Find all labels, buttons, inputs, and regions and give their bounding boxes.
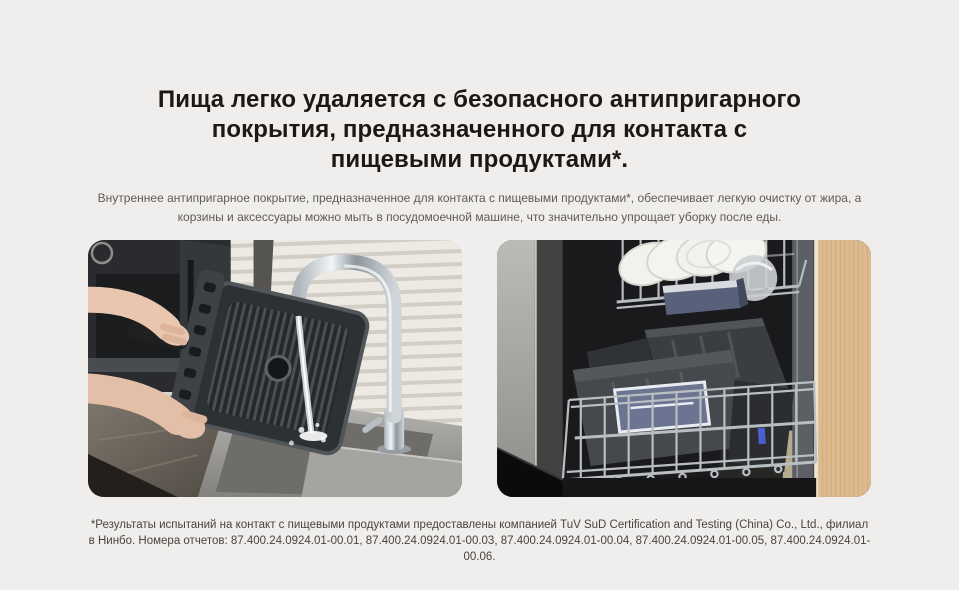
footnote bbox=[0, 517, 959, 565]
section-subtitle-line-1: Внутреннее антипригарное покрытие, предназначенное для контакта с пищевыми продуктами*, обеспечивает легкую очистку от жира, а bbox=[97, 191, 862, 205]
page-title-line-3: пищевыми продуктами*. bbox=[330, 146, 629, 173]
photo-dishwasher bbox=[497, 240, 871, 497]
footnote-line-3: 00.06. bbox=[463, 551, 496, 563]
photo-gallery bbox=[0, 240, 959, 497]
photo-basket-rinsing bbox=[88, 240, 462, 497]
basket-rinsing-illustration bbox=[88, 240, 462, 497]
rack-clip bbox=[758, 428, 766, 444]
section-subtitle bbox=[0, 189, 959, 227]
page-title-line-2: покрытия, предназначенного для контакта с bbox=[211, 116, 748, 143]
footnote-line-2: в Нинбо. Номера отчетов: 87.400.24.0924.01-00.01, 87.400.24.0924.01-00.03, 87.400.24.0924.01-00.04, 87.400.24.0924.01-00.05, 87.400.24.0924.01- bbox=[88, 535, 871, 547]
page-title-line-1: Пища легко удаляется с безопасного антипригарного bbox=[157, 86, 802, 113]
cabinet-edge bbox=[535, 240, 563, 497]
wood-cabinet-panel bbox=[818, 240, 871, 497]
page-title bbox=[0, 85, 959, 175]
dishwasher-illustration bbox=[497, 240, 871, 497]
footnote-line-1: *Результаты испытаний на контакт с пищевыми продуктами предоставлены компанией TuV SuD Certification and Testing (China) Co., Ltd., филиал bbox=[90, 519, 869, 531]
section-subtitle-line-2: корзины и аксессуары можно мыть в посудомоечной машине, что значительно упрощает уборку после еды. bbox=[177, 210, 782, 224]
